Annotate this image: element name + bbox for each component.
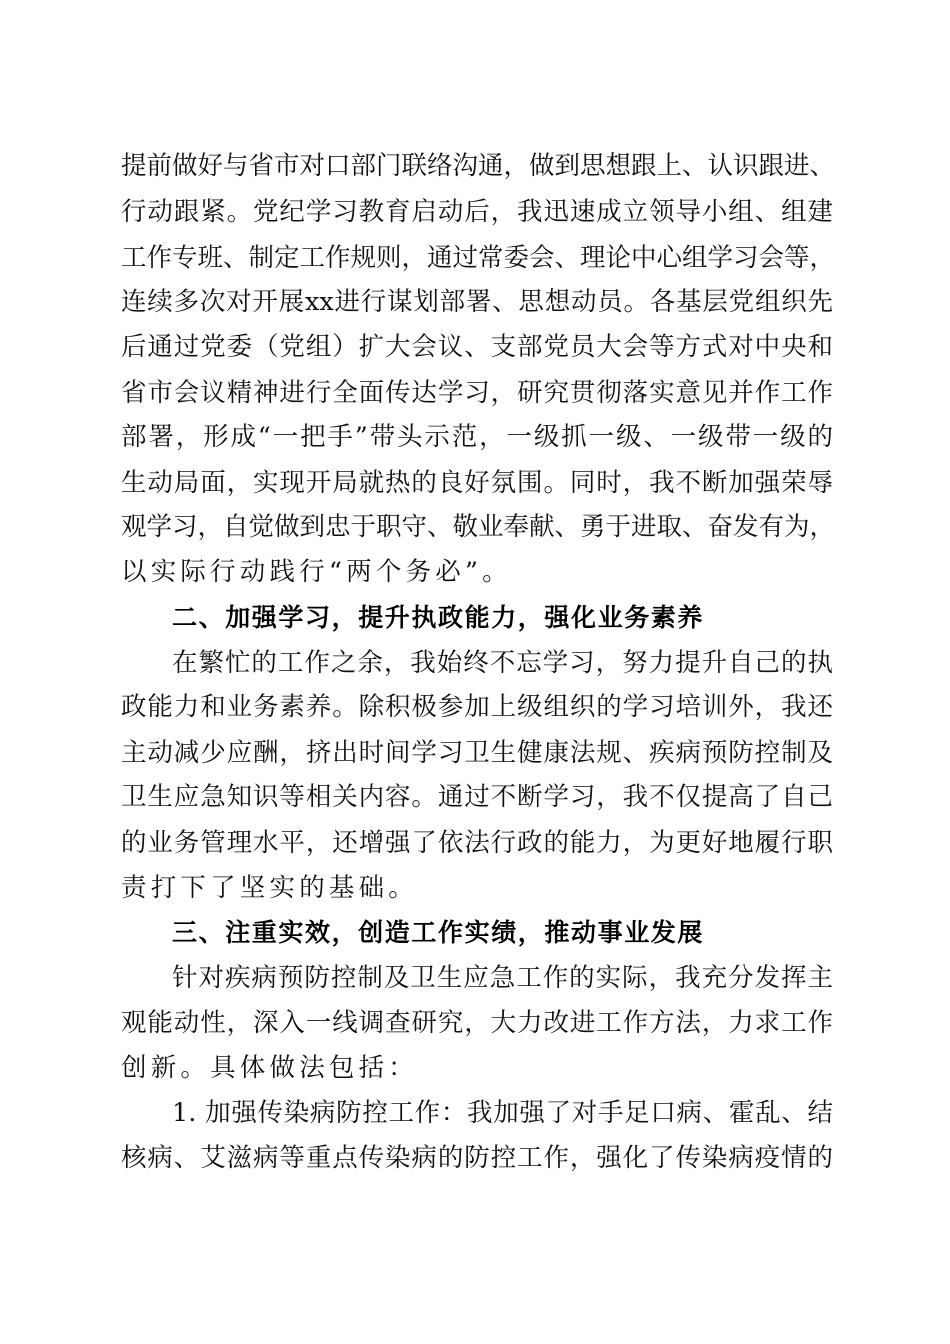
paragraph-line: 生动局面，实现开局就热的良好氛围。同时，我不断加强荣辱 [121, 468, 833, 498]
paragraph-line: 的业务管理水平，还增强了依法行政的能力，为更好地履行职 [121, 828, 833, 858]
paragraph-line: 部署，形成“一把手”带头示范，一级抓一级、一级带一级的 [121, 422, 833, 452]
paragraph-line: 连续多次对开展xx进行谋划部署、思想动员。各基层党组织先 [121, 287, 833, 317]
paragraph-line: 1. 加强传染病防控工作：我加强了对手足口病、霍乱、结 [172, 1098, 833, 1128]
paragraph-line: 观能动性，深入一线调查研究，大力改进工作方法，力求工作 [121, 1008, 833, 1038]
paragraph-line: 以实际行动践行“两个务必”。 [121, 557, 512, 587]
paragraph-line: 在繁忙的工作之余，我始终不忘学习，努力提升自己的执 [172, 648, 833, 678]
paragraph-line: 观学习，自觉做到忠于职守、敬业奉献、勇于进取、奋发有为， [121, 512, 836, 542]
paragraph-line: 工作专班、制定工作规则，通过常委会、理论中心组学习会等， [121, 243, 836, 273]
paragraph-line: 核病、艾滋病等重点传染病的防控工作，强化了传染病疫情的 [121, 1143, 833, 1173]
section-heading-2: 二、加强学习，提升执政能力，强化业务素养 [172, 603, 705, 632]
paragraph-line: 行动跟紧。党纪学习教育启动后，我迅速成立领导小组、组建 [121, 197, 833, 227]
section-heading-3: 三、注重实效，创造工作实绩，推动事业发展 [172, 918, 705, 947]
paragraph-line: 卫生应急知识等相关内容。通过不断学习，我不仅提高了自己 [121, 782, 833, 812]
paragraph-line: 后通过党委（党组）扩大会议、支部党员大会等方式对中央和 [121, 332, 833, 362]
paragraph-line: 政能力和业务素养。除积极参加上级组织的学习培训外，我还 [121, 692, 833, 722]
paragraph-line: 提前做好与省市对口部门联络沟通，做到思想跟上、认识跟进、 [121, 151, 836, 181]
paragraph-line: 省市会议精神进行全面传达学习，研究贯彻落实意见并作工作 [121, 378, 833, 408]
paragraph-line: 针对疾病预防控制及卫生应急工作的实际，我充分发挥主 [172, 963, 833, 993]
paragraph-line: 创新。具体做法包括： [121, 1053, 419, 1083]
paragraph-line: 主动减少应酬，挤出时间学习卫生健康法规、疾病预防控制及 [121, 738, 833, 768]
paragraph-line: 责打下了坚实的基础。 [121, 873, 419, 903]
